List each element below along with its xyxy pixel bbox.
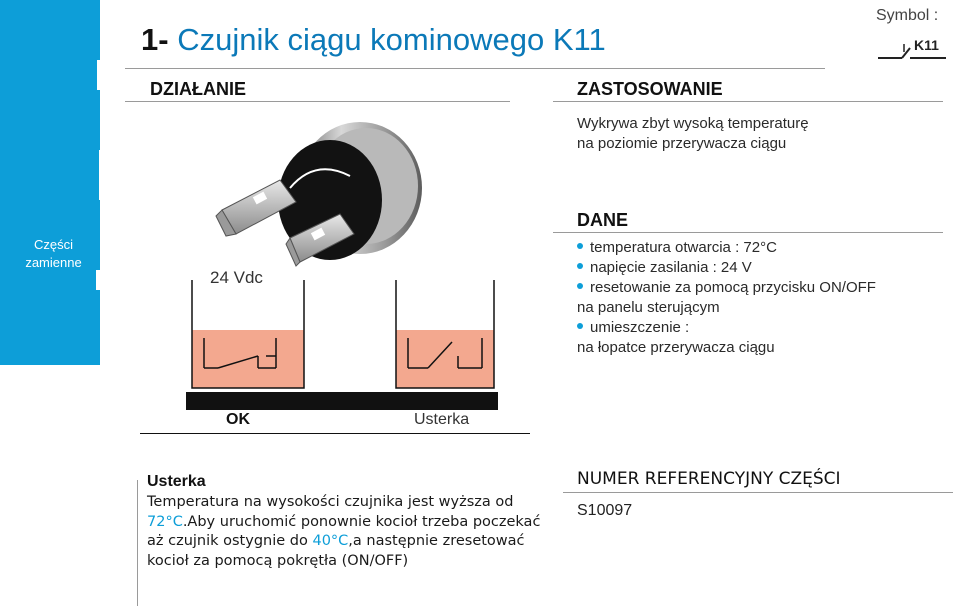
dzialanie-divider [125,101,510,102]
sidebar-section-label[interactable] [0,236,107,272]
symbol-label: Symbol : [876,7,939,24]
title-number: 1- [141,22,169,57]
bullet-icon [577,323,583,329]
dzialanie-heading: DZIAŁANIE [150,79,246,99]
diagram-divider [140,433,530,434]
title-text: Czujnik ciągu kominowego K11 [177,22,606,57]
bullet-icon [577,283,583,289]
reference-divider [563,492,953,493]
page-title [141,22,606,58]
sidebar-label-line2: zamienne [25,255,82,270]
reference-value: S10097 [577,502,633,519]
fault-state-label: Usterka [414,411,470,428]
dane-item-location-cont: na łopatce przerywacza ciągu [577,339,775,356]
dane-item-reset: resetowanie za pomocą przycisku ON/OFF [577,278,876,298]
contact-state-diagram [182,280,504,410]
sidebar [0,0,107,365]
temp-40: 40°C [312,533,349,549]
k11-symbol-icon [876,30,948,64]
dane-item-reset-cont: na panelu sterującym [577,299,720,316]
title-divider [125,68,825,69]
dane-item-voltage: napięcie zasilania : 24 V [577,258,876,278]
sidebar-label-line1: Części [33,237,73,252]
fault-left-border [137,480,138,606]
dane-list [577,238,876,358]
ok-state-label: OK [226,411,250,428]
sensor-illustration [170,118,500,278]
fault-description: Temperatura na wysokości czujnika jest wyższa od 72°C.Aby uruchomić ponownie kocioł trzeba poczekać aż czujnik ostygnie do 40°C,a następnie zresetować kocioł za pomocą pokrętła (ON/OFF) [147,494,541,569]
bullet-icon [577,263,583,269]
dane-heading: DANE [577,210,629,230]
temp-72: 72°C [147,513,183,530]
bullet-icon [577,243,583,249]
zastosowanie-line1: Wykrywa zbyt wysoką temperaturę [577,115,809,132]
zastosowanie-heading: ZASTOSOWANIE [577,79,723,99]
voltage-label: 24 Vdc [210,268,263,287]
sidebar-decoration [0,0,107,365]
dane-item-location: umieszczenie : [577,318,876,338]
zastosowanie-text [577,114,809,154]
fault-state-fill [396,330,494,388]
symbol-code: K11 [914,37,939,53]
dane-divider [553,232,943,233]
dane-item-opening-temp: temperatura otwarcia : 72°C [577,238,876,258]
zastosowanie-line2: na poziomie przerywacza ciągu [577,135,787,152]
reference-heading: NUMER REFERENCYJNY CZĘŚCI [577,469,841,489]
fault-title: Usterka [147,473,206,490]
zastosowanie-divider [553,101,943,102]
